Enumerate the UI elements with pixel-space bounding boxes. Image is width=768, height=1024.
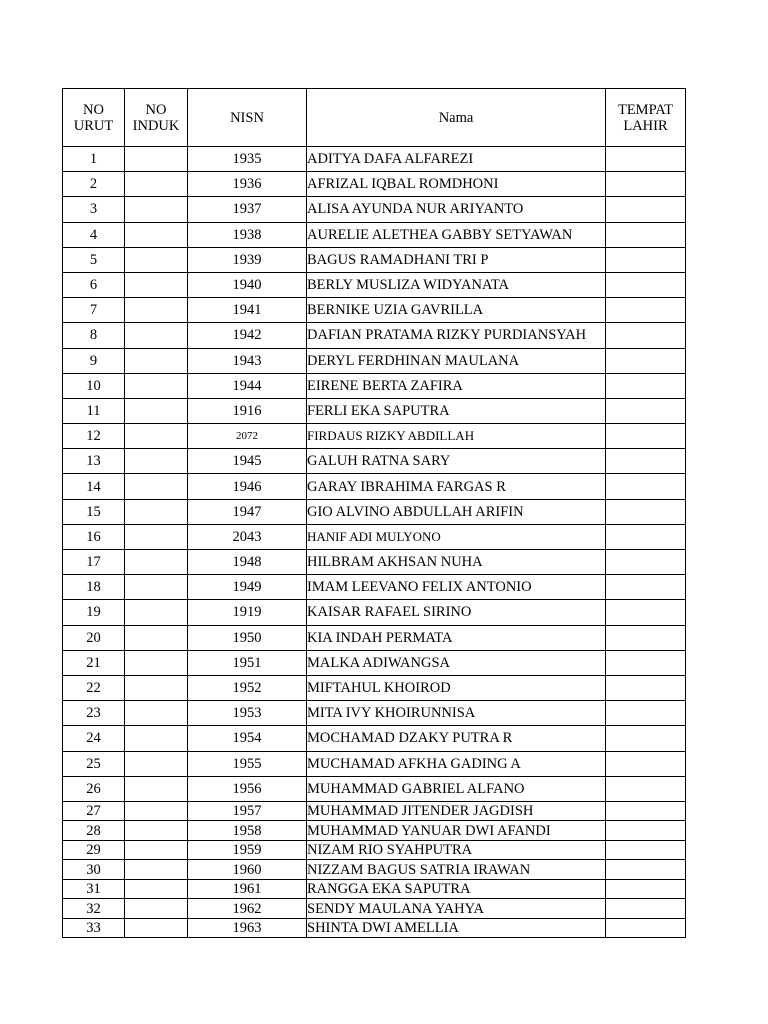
cell-nisn: 1947 — [188, 499, 307, 524]
cell-tempat-lahir — [606, 600, 686, 625]
cell-nama: GARAY IBRAHIMA FARGAS R — [307, 474, 606, 499]
cell-nisn: 1961 — [188, 879, 307, 899]
table-row — [63, 625, 686, 650]
cell-nama: DAFIAN PRATAMA RIZKY PURDIANSYAH — [307, 323, 606, 348]
cell-no-induk — [125, 524, 188, 549]
cell-nisn: 1919 — [188, 600, 307, 625]
table-row — [63, 524, 686, 549]
cell-no-induk — [125, 801, 188, 821]
cell-no-induk — [125, 918, 188, 938]
cell-nama: SHINTA DWI AMELLIA — [307, 918, 606, 938]
cell-nama: GALUH RATNA SARY — [307, 449, 606, 474]
table-row — [63, 197, 686, 222]
cell-tempat-lahir — [606, 726, 686, 751]
cell-no-urut: 8 — [63, 323, 125, 348]
table-row — [63, 449, 686, 474]
cell-nama: ADITYA DAFA ALFAREZI — [307, 147, 606, 172]
cell-tempat-lahir — [606, 524, 686, 549]
cell-no-urut: 25 — [63, 751, 125, 776]
cell-no-induk — [125, 821, 188, 841]
cell-nama: FERLI EKA SAPUTRA — [307, 398, 606, 423]
cell-no-induk — [125, 247, 188, 272]
cell-no-urut: 3 — [63, 197, 125, 222]
cell-tempat-lahir — [606, 424, 686, 449]
cell-no-urut: 6 — [63, 272, 125, 297]
cell-no-urut: 24 — [63, 726, 125, 751]
cell-no-induk — [125, 474, 188, 499]
table-row — [63, 499, 686, 524]
cell-tempat-lahir — [606, 650, 686, 675]
cell-tempat-lahir — [606, 625, 686, 650]
table-row — [63, 821, 686, 841]
cell-no-induk — [125, 147, 188, 172]
cell-no-urut: 7 — [63, 298, 125, 323]
table-row — [63, 751, 686, 776]
cell-no-induk — [125, 348, 188, 373]
cell-no-urut: 26 — [63, 776, 125, 801]
cell-no-urut: 19 — [63, 600, 125, 625]
cell-no-urut: 21 — [63, 650, 125, 675]
cell-no-induk — [125, 726, 188, 751]
table-row — [63, 918, 686, 938]
cell-tempat-lahir — [606, 348, 686, 373]
cell-no-urut: 29 — [63, 840, 125, 860]
header-no-induk: NO INDUK — [125, 89, 188, 147]
cell-nisn: 1955 — [188, 751, 307, 776]
cell-nama: KIA INDAH PERMATA — [307, 625, 606, 650]
cell-no-urut: 12 — [63, 424, 125, 449]
table-row — [63, 323, 686, 348]
cell-no-urut: 10 — [63, 373, 125, 398]
table-row — [63, 550, 686, 575]
cell-nama: SENDY MAULANA YAHYA — [307, 899, 606, 919]
cell-nama: AURELIE ALETHEA GABBY SETYAWAN — [307, 222, 606, 247]
cell-no-induk — [125, 373, 188, 398]
cell-tempat-lahir — [606, 147, 686, 172]
cell-tempat-lahir — [606, 899, 686, 919]
cell-nisn: 1954 — [188, 726, 307, 751]
cell-nama: NIZZAM BAGUS SATRIA IRAWAN — [307, 860, 606, 880]
cell-no-induk — [125, 424, 188, 449]
table-row — [63, 726, 686, 751]
cell-tempat-lahir — [606, 879, 686, 899]
table-row — [63, 398, 686, 423]
cell-nama: NIZAM RIO SYAHPUTRA — [307, 840, 606, 860]
table-row — [63, 147, 686, 172]
cell-nama: BAGUS RAMADHANI TRI P — [307, 247, 606, 272]
cell-nama: HILBRAM AKHSAN NUHA — [307, 550, 606, 575]
cell-no-induk — [125, 860, 188, 880]
cell-tempat-lahir — [606, 474, 686, 499]
cell-tempat-lahir — [606, 373, 686, 398]
cell-no-induk — [125, 449, 188, 474]
cell-no-urut: 11 — [63, 398, 125, 423]
cell-no-induk — [125, 899, 188, 919]
cell-tempat-lahir — [606, 550, 686, 575]
cell-no-urut: 32 — [63, 899, 125, 919]
table-row — [63, 298, 686, 323]
cell-tempat-lahir — [606, 298, 686, 323]
cell-nama: MUCHAMAD AFKHA GADING A — [307, 751, 606, 776]
cell-nisn: 1948 — [188, 550, 307, 575]
table-header-row — [63, 89, 686, 147]
header-nama: Nama — [307, 89, 606, 147]
header-tempat-lahir: TEMPAT LAHIR — [606, 89, 686, 147]
cell-no-urut: 28 — [63, 821, 125, 841]
cell-tempat-lahir — [606, 918, 686, 938]
cell-tempat-lahir — [606, 701, 686, 726]
table-row — [63, 373, 686, 398]
cell-nisn: 1935 — [188, 147, 307, 172]
table-body — [63, 147, 686, 938]
cell-nama: MUHAMMAD GABRIEL ALFANO — [307, 776, 606, 801]
table-row — [63, 348, 686, 373]
cell-tempat-lahir — [606, 860, 686, 880]
cell-no-urut: 17 — [63, 550, 125, 575]
table-row — [63, 675, 686, 700]
cell-nisn: 1957 — [188, 801, 307, 821]
table-row — [63, 424, 686, 449]
cell-no-urut: 4 — [63, 222, 125, 247]
cell-no-induk — [125, 197, 188, 222]
cell-nisn: 1949 — [188, 575, 307, 600]
table-row — [63, 172, 686, 197]
cell-no-urut: 14 — [63, 474, 125, 499]
cell-no-urut: 31 — [63, 879, 125, 899]
cell-nama: BERLY MUSLIZA WIDYANATA — [307, 272, 606, 297]
cell-tempat-lahir — [606, 575, 686, 600]
header-no-urut: NO URUT — [63, 89, 125, 147]
cell-nisn: 1945 — [188, 449, 307, 474]
cell-nama: EIRENE BERTA ZAFIRA — [307, 373, 606, 398]
cell-no-induk — [125, 701, 188, 726]
cell-no-urut: 23 — [63, 701, 125, 726]
cell-no-induk — [125, 272, 188, 297]
cell-no-urut: 33 — [63, 918, 125, 938]
cell-nisn: 1936 — [188, 172, 307, 197]
cell-no-induk — [125, 776, 188, 801]
cell-nisn: 1940 — [188, 272, 307, 297]
cell-tempat-lahir — [606, 449, 686, 474]
table-row — [63, 701, 686, 726]
cell-no-urut: 22 — [63, 675, 125, 700]
cell-nisn: 1958 — [188, 821, 307, 841]
cell-tempat-lahir — [606, 398, 686, 423]
cell-nisn: 1944 — [188, 373, 307, 398]
cell-tempat-lahir — [606, 776, 686, 801]
table-row — [63, 879, 686, 899]
cell-no-induk — [125, 550, 188, 575]
cell-no-induk — [125, 172, 188, 197]
cell-nama: MALKA ADIWANGSA — [307, 650, 606, 675]
cell-nama: HANIF ADI MULYONO — [307, 524, 606, 549]
cell-no-induk — [125, 751, 188, 776]
header-nisn: NISN — [188, 89, 307, 147]
cell-no-induk — [125, 879, 188, 899]
table-row — [63, 860, 686, 880]
cell-nisn: 1937 — [188, 197, 307, 222]
cell-nama: DERYL FERDHINAN MAULANA — [307, 348, 606, 373]
cell-nisn: 1946 — [188, 474, 307, 499]
cell-nisn: 1916 — [188, 398, 307, 423]
cell-tempat-lahir — [606, 675, 686, 700]
cell-nama: MOCHAMAD DZAKY PUTRA R — [307, 726, 606, 751]
cell-nisn: 1941 — [188, 298, 307, 323]
cell-nama: FIRDAUS RIZKY ABDILLAH — [307, 424, 606, 449]
table-row — [63, 650, 686, 675]
cell-no-induk — [125, 499, 188, 524]
table-row — [63, 801, 686, 821]
cell-nisn: 1942 — [188, 323, 307, 348]
cell-nisn: 1952 — [188, 675, 307, 700]
cell-no-induk — [125, 625, 188, 650]
cell-no-induk — [125, 650, 188, 675]
cell-tempat-lahir — [606, 172, 686, 197]
cell-nisn: 2043 — [188, 524, 307, 549]
cell-no-induk — [125, 575, 188, 600]
cell-nisn: 1950 — [188, 625, 307, 650]
cell-no-urut: 16 — [63, 524, 125, 549]
cell-tempat-lahir — [606, 247, 686, 272]
cell-nama: MUHAMMAD YANUAR DWI AFANDI — [307, 821, 606, 841]
cell-nisn: 1960 — [188, 860, 307, 880]
cell-no-urut: 15 — [63, 499, 125, 524]
cell-nama: ALISA AYUNDA NUR ARIYANTO — [307, 197, 606, 222]
cell-no-urut: 18 — [63, 575, 125, 600]
cell-nisn: 1943 — [188, 348, 307, 373]
cell-nama: MITA IVY KHOIRUNNISA — [307, 701, 606, 726]
cell-tempat-lahir — [606, 323, 686, 348]
cell-no-urut: 30 — [63, 860, 125, 880]
table-row — [63, 247, 686, 272]
cell-nisn: 1939 — [188, 247, 307, 272]
cell-nama: IMAM LEEVANO FELIX ANTONIO — [307, 575, 606, 600]
cell-no-urut: 20 — [63, 625, 125, 650]
cell-no-urut: 27 — [63, 801, 125, 821]
cell-nisn: 1938 — [188, 222, 307, 247]
cell-tempat-lahir — [606, 197, 686, 222]
cell-tempat-lahir — [606, 801, 686, 821]
cell-nama: GIO ALVINO ABDULLAH ARIFIN — [307, 499, 606, 524]
cell-nama: AFRIZAL IQBAL ROMDHONI — [307, 172, 606, 197]
table-row — [63, 840, 686, 860]
cell-no-induk — [125, 298, 188, 323]
cell-no-induk — [125, 398, 188, 423]
cell-no-urut: 13 — [63, 449, 125, 474]
table-row — [63, 272, 686, 297]
table-row — [63, 899, 686, 919]
cell-nama: RANGGA EKA SAPUTRA — [307, 879, 606, 899]
table-row — [63, 222, 686, 247]
cell-no-induk — [125, 675, 188, 700]
cell-no-urut: 2 — [63, 172, 125, 197]
cell-tempat-lahir — [606, 840, 686, 860]
cell-no-urut: 5 — [63, 247, 125, 272]
cell-no-induk — [125, 840, 188, 860]
cell-tempat-lahir — [606, 272, 686, 297]
cell-nisn: 1956 — [188, 776, 307, 801]
table-row — [63, 776, 686, 801]
cell-nama: KAISAR RAFAEL SIRINO — [307, 600, 606, 625]
student-roster-table — [62, 88, 686, 938]
cell-nama: BERNIKE UZIA GAVRILLA — [307, 298, 606, 323]
cell-nisn: 1963 — [188, 918, 307, 938]
cell-nisn: 1951 — [188, 650, 307, 675]
table-row — [63, 575, 686, 600]
cell-tempat-lahir — [606, 499, 686, 524]
cell-no-urut: 1 — [63, 147, 125, 172]
cell-nisn: 1959 — [188, 840, 307, 860]
cell-nisn: 1962 — [188, 899, 307, 919]
cell-no-induk — [125, 600, 188, 625]
cell-tempat-lahir — [606, 222, 686, 247]
cell-no-induk — [125, 222, 188, 247]
cell-no-induk — [125, 323, 188, 348]
table-row — [63, 474, 686, 499]
table-row — [63, 600, 686, 625]
cell-tempat-lahir — [606, 751, 686, 776]
cell-nama: MUHAMMAD JITENDER JAGDISH — [307, 801, 606, 821]
cell-tempat-lahir — [606, 821, 686, 841]
cell-no-urut: 9 — [63, 348, 125, 373]
cell-nama: MIFTAHUL KHOIROD — [307, 675, 606, 700]
cell-nisn: 1953 — [188, 701, 307, 726]
cell-nisn: 2072 — [188, 424, 307, 449]
